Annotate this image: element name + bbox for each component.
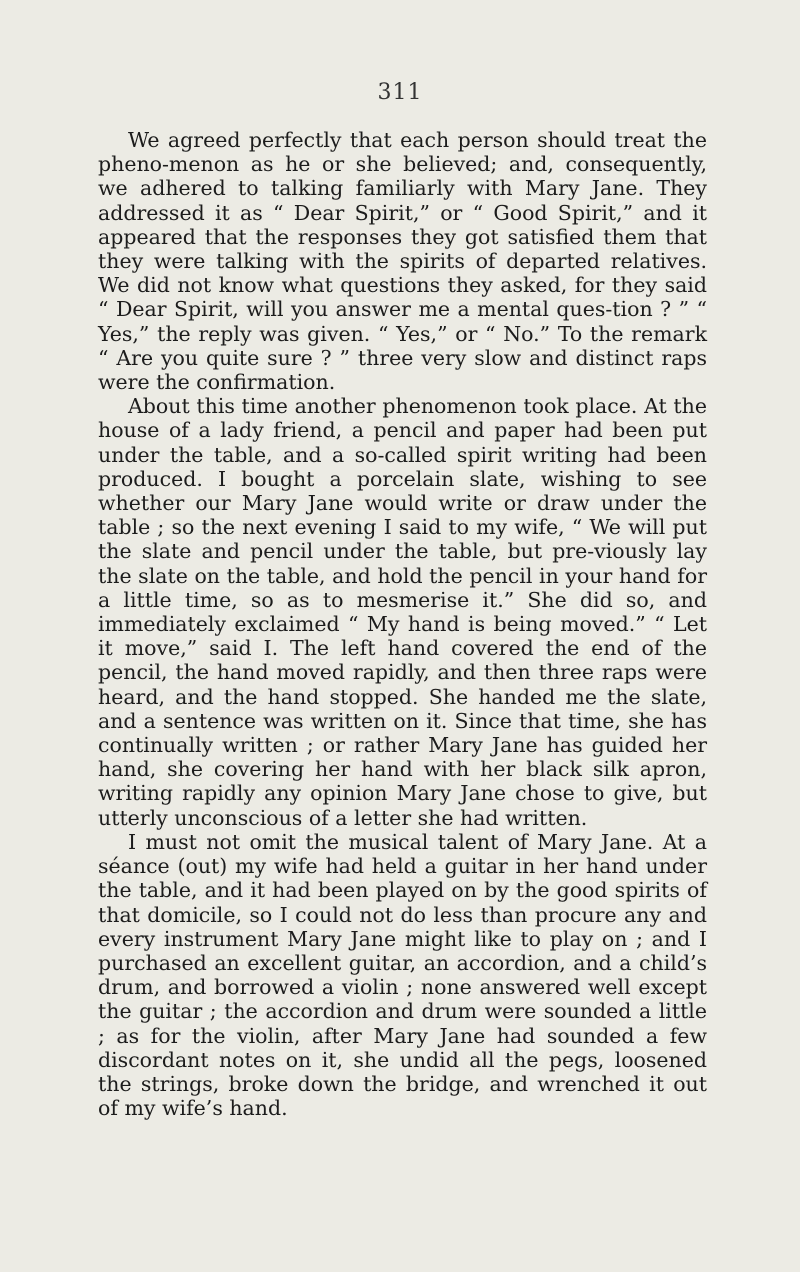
text-body (98, 128, 707, 1120)
paragraph: About this time another phenomenon took place. At the house of a lady friend, a pencil and paper had been put under the table, and a so-called spirit writing had been produced. I bought a porcelain slate, wishing to see whether our Mary Jane would write or draw under the table ; so the next evening I said to my wife, “ We will put the slate and pencil under the table, but pre-viously lay the slate on the table, and hold the pencil in your hand for a little time, so as to mesmerise it.” She did so, and immediately exclaimed “ My hand is being moved.” “ Let it move,” said I. The left hand covered the end of the pencil, the hand moved rapidly, and then three raps were heard, and the hand stopped. She handed me the slate, and a sentence was written on it. Since that time, she has continually written ; or rather Mary Jane has guided her hand, she covering her hand with her black silk apron, writing rapidly any opinion Mary Jane chose to give, but utterly unconscious of a letter she had written. (98, 394, 707, 830)
paragraph: I must not omit the musical talent of Mary Jane. At a séance (out) my wife had held a guitar in her hand under the table, and it had been played on by the good spirits of that domicile, so I could not do less than procure any and every instrument Mary Jane might like to play on ; and I purchased an excellent guitar, an accordion, and a child’s drum, and borrowed a violin ; none answered well except the guitar ; the accordion and drum were sounded a little ; as for the violin, after Mary Jane had sounded a few discordant notes on it, she undid all the pegs, loosened the strings, broke down the bridge, and wrenched it out of my wife’s hand. (98, 829, 707, 1121)
paragraph: We agreed perfectly that each person should treat the pheno-menon as he or she believed; and, consequently, we adhered to talking familiarly with Mary Jane. They addressed it as “ Dear Spirit,” or “ Good Spirit,” and it appeared that the responses they got satisfied them that they were talking with the spirits of departed relatives. We did not know what questions they asked, for they said “ Dear Spirit, will you answer me a mental ques-tion ? ” “ Yes,” the reply was given. “ Yes,” or “ No.” To the remark “ Are you quite sure ? ” three very slow and distinct raps were the confirmation. (98, 128, 707, 395)
page-number: 311 (377, 80, 423, 105)
